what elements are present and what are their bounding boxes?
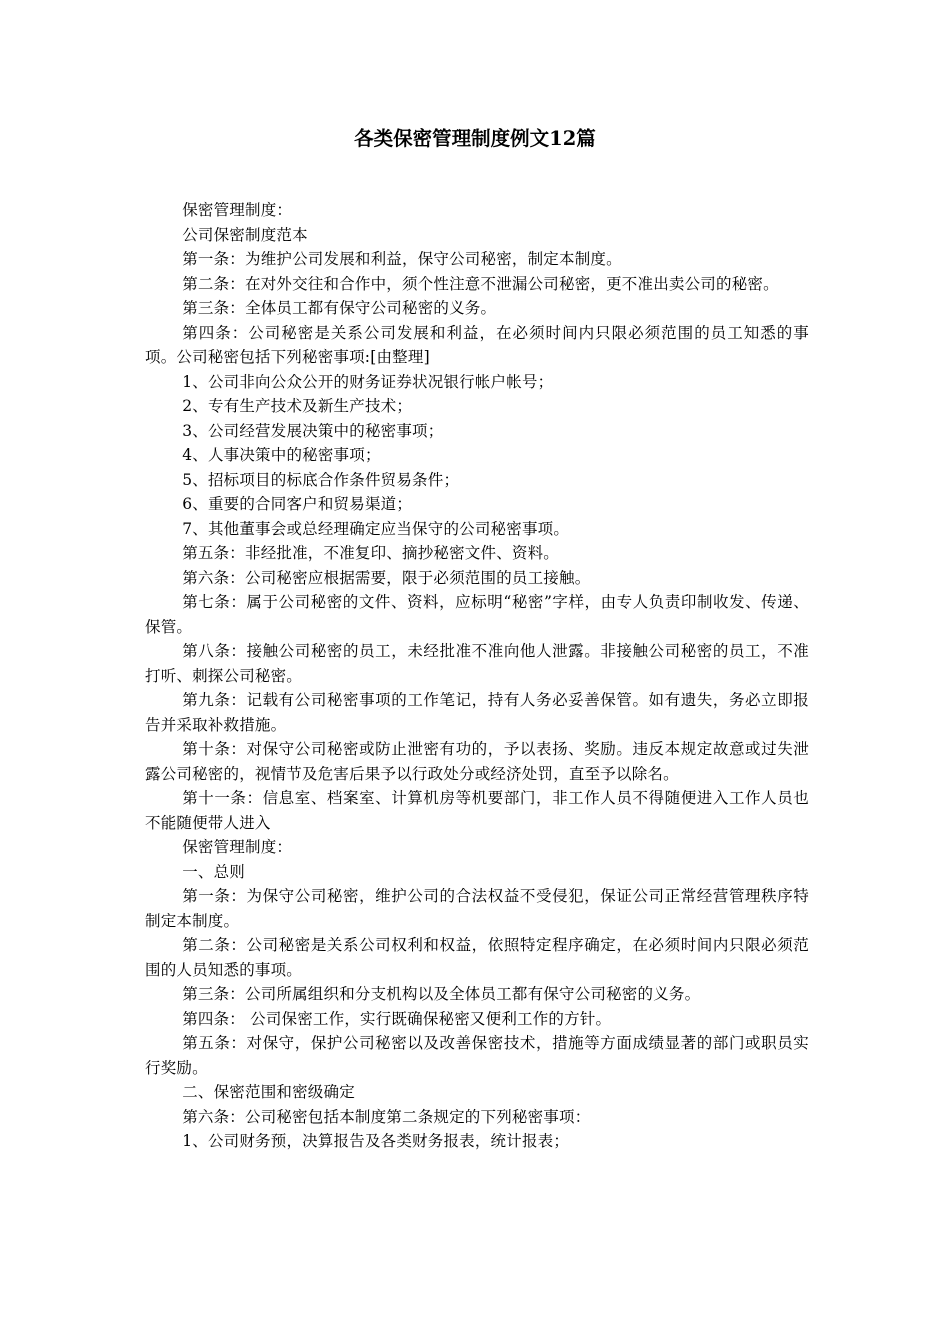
paragraph: 第七条：属于公司秘密的文件、资料，应标明“秘密”字样，由专人负责印制收发、传递、保管。 (145, 593, 809, 636)
paragraph: 第六条：公司秘密包括本制度第二条规定的下列秘密事项： (182, 1107, 591, 1126)
list-item: 1、公司非向公众公开的财务证券状况银行帐户帐号； (182, 372, 554, 391)
paragraph: 第八条：接触公司秘密的员工，未经批准不准向他人泄露。非接触公司秘密的员工，不准打听、刺探公司秘密。 (145, 642, 809, 685)
paragraph: 第一条：为保守公司秘密，维护公司的合法权益不受侵犯，保证公司正常经营管理秩序特制定本制度。 (145, 887, 809, 930)
paragraph: 第五条：非经批准，不准复印、摘抄秘密文件、资料。 (182, 544, 559, 562)
paragraph: 保密管理制度： (182, 201, 293, 219)
paragraph: 第三条：全体员工都有保守公司秘密的义务。 (182, 299, 497, 317)
paragraph: 第二条：公司秘密是关系公司权利和权益，依照特定程序确定，在必须时间内只限必须范围的人员知悉的事项。 (145, 936, 809, 979)
document-title: 各类保密管理制度例文12篇 (354, 127, 596, 150)
list-item: 7、其他董事会或总经理确定应当保守的公司秘密事项。 (182, 519, 570, 538)
list-item: 1、公司财务预，决算报告及各类财务报表，统计报表； (182, 1132, 570, 1150)
paragraph: 第四条：公司秘密是关系公司发展和利益，在必须时间内只限必须范围的员工知悉的事项。公司秘密包括下列秘密事项:[由整理] (145, 323, 809, 366)
list-item: 4、人事决策中的秘密事项； (182, 446, 381, 464)
list-item: 5、招标项目的标底合作条件贸易条件； (182, 470, 460, 489)
list-item: 6、重要的合同客户和贸易渠道； (182, 495, 413, 513)
list-item: 2、专有生产技术及新生产技术； (182, 397, 413, 415)
paragraph: 第六条：公司秘密应根据需要，限于必须范围的员工接触。 (182, 568, 591, 587)
list-item: 3、公司经营发展决策中的秘密事项； (182, 421, 444, 440)
paragraph: 第十条：对保守公司秘密或防止泄密有功的，予以表扬、奖励。违反本规定故意或过失泄露公司秘密的，视情节及危害后果予以行政处分或经济处罚，直至予以除名。 (145, 740, 809, 783)
paragraph: 第十一条：信息室、档案室、计算机房等机要部门，非工作人员不得随便进入工作人员也不能随便带人进入 (145, 789, 809, 832)
section-heading: 保密管理制度： (182, 838, 293, 856)
section-heading: 一、总则 (182, 862, 245, 881)
section-heading: 二、保密范围和密级确定 (182, 1083, 355, 1101)
paragraph: 第一条：为维护公司发展和利益，保守公司秘密，制定本制度。 (182, 250, 622, 268)
paragraph: 第五条：对保守，保护公司秘密以及改善保密技术，措施等方面成绩显著的部门或职员实行奖励。 (145, 1034, 809, 1077)
paragraph: 公司保密制度范本 (182, 225, 308, 244)
paragraph: 第三条：公司所属组织和分支机构以及全体员工都有保守公司秘密的义务。 (182, 985, 701, 1003)
document-body (145, 198, 809, 1154)
paragraph: 第四条： 公司保密工作，实行既确保秘密又便利工作的方针。 (182, 1009, 612, 1028)
paragraph: 第九条：记载有公司秘密事项的工作笔记，持有人务必妥善保管。如有遗失，务必立即报告并采取补救措施。 (145, 691, 809, 734)
paragraph: 第二条：在对外交往和合作中，须个性注意不泄漏公司秘密，更不准出卖公司的秘密。 (182, 274, 779, 293)
